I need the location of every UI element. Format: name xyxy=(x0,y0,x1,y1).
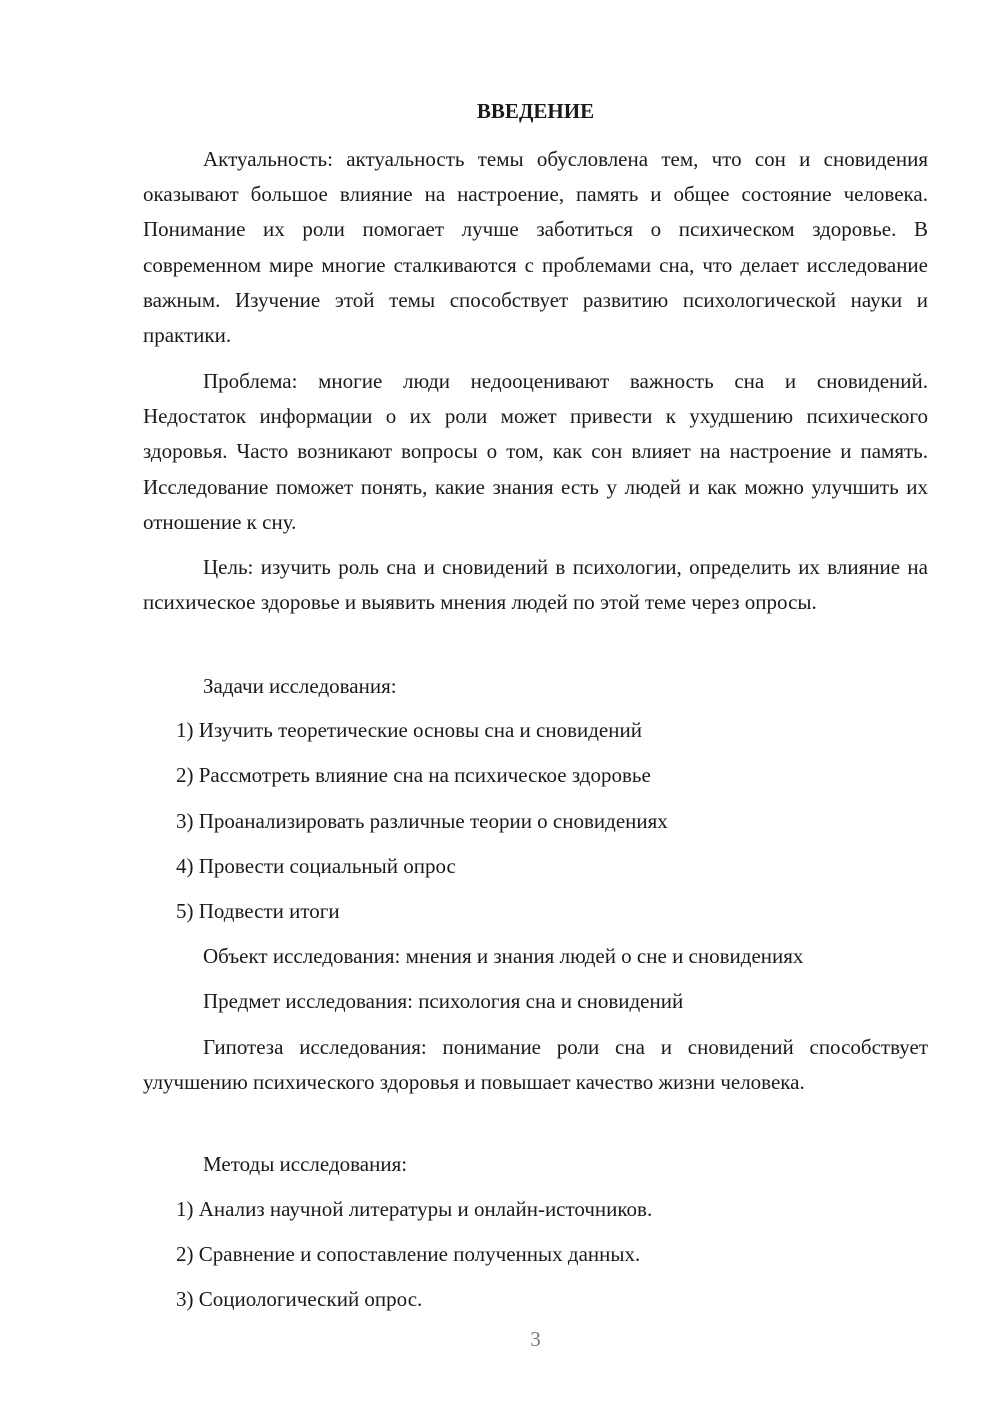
task-item: 2) Рассмотреть влияние сна на психическое здоровье xyxy=(176,763,651,787)
section-title: ВВЕДЕНИЕ xyxy=(476,99,595,123)
goal-paragraph: Цель: изучить роль сна и сновидений в психологии, определить их влияние на психическое здоровье и выявить мнения людей по этой теме через опросы. xyxy=(143,555,928,615)
relevance-paragraph: Актуальность: актуальность темы обусловлена тем, что сон и сновидения оказывают большое влияние на настроение, память и общее состояние человека. Понимание их роли помогает лучше заботиться о психическом здоровье. В современном мире многие сталкиваются с проблемами сна, что делает исследование важным. Изучение этой темы способствует развитию психологической науки и практики. xyxy=(143,147,928,348)
tasks-heading: Задачи исследования: xyxy=(203,674,397,698)
subject-line: Предмет исследования: психология сна и сновидений xyxy=(203,989,684,1013)
task-item: 3) Проанализировать различные теории о сновидениях xyxy=(176,809,668,833)
method-item: 3) Социологический опрос. xyxy=(176,1287,423,1311)
page-number: 3 xyxy=(530,1327,541,1351)
task-item: 4) Провести социальный опрос xyxy=(176,854,456,878)
problem-paragraph: Проблема: многие люди недооценивают важность сна и сновидений. Недостаток информации о их роли может привести к ухудшению психического здоровья. Часто возникают вопросы о том, как сон влияет на настроение и память. Исследование поможет понять, какие знания есть у людей и как можно улучшить их отношение к сну. xyxy=(143,369,928,534)
methods-heading: Методы исследования: xyxy=(203,1152,408,1176)
object-line: Объект исследования: мнения и знания людей о сне и сновидениях xyxy=(203,944,804,968)
method-item: 2) Сравнение и сопоставление полученных данных. xyxy=(176,1242,641,1266)
method-item: 1) Анализ научной литературы и онлайн-источников. xyxy=(176,1197,653,1221)
task-item: 5) Подвести итоги xyxy=(176,899,340,923)
hypothesis-paragraph: Гипотеза исследования: понимание роли сна и сновидений способствует улучшению психического здоровья и повышает качество жизни человека. xyxy=(143,1035,928,1095)
task-item: 1) Изучить теоретические основы сна и сновидений xyxy=(176,718,642,742)
